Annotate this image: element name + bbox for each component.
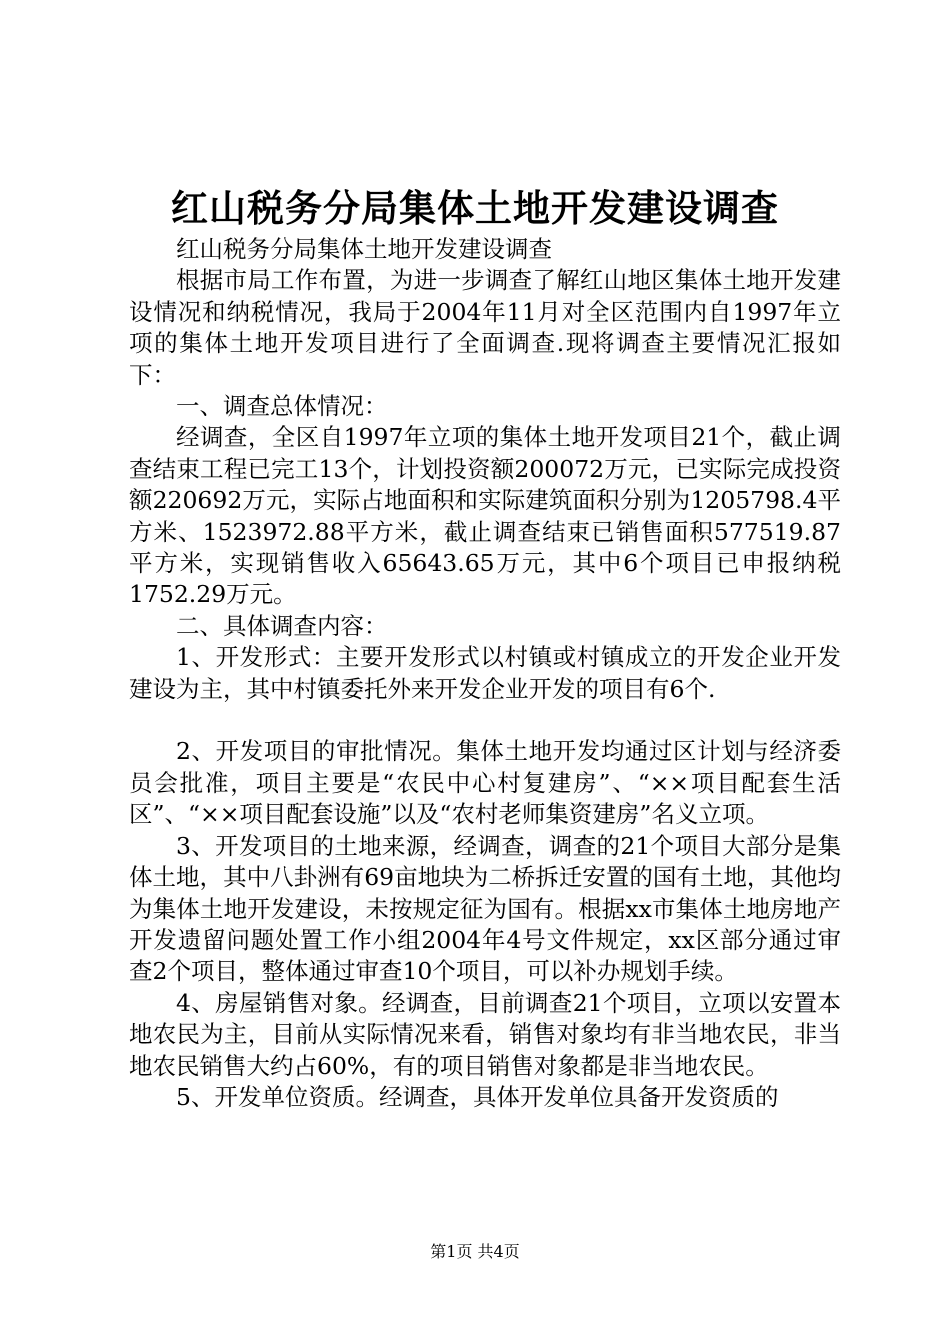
page-number-footer: 第1页 共4页: [430, 1242, 520, 1261]
item-4-paragraph: 4、房屋销售对象。经调查，目前调查21个项目，立项以安置本地农民为主，目前从实际情况来看，销售对象均有非当地农民，非当地农民销售大约占60%，有的项目销售对象都是非当地农民。: [129, 988, 841, 1080]
item-3-paragraph: 3、开发项目的土地来源，经调查，调查的21个项目大部分是集体土地，其中八卦洲有69亩地块为二桥拆迁安置的国有土地，其他均为集体土地开发建设，未按规定征为国有。根据xx市集体土地房地产开发遗留问题处置工作小组2004年4号文件规定，xx区部分通过审查2个项目，整体通过审查10个项目，可以补办规划手续。: [129, 831, 841, 986]
item-1-paragraph: 1、开发形式：主要开发形式以村镇或村镇成立的开发企业开发建设为主，其中村镇委托外来开发企业开发的项目有6个.: [129, 643, 841, 703]
document-title: 红山税务分局集体土地开发建设调查: [171, 186, 779, 230]
section-heading-details: 二、具体调查内容：: [176, 611, 388, 640]
item-5-paragraph: 5、开发单位资质。经调查，具体开发单位具备开发资质的: [176, 1082, 779, 1111]
intro-paragraph: 根据市局工作布置，为进一步调查了解红山地区集体土地开发建设情况和纳税情况，我局于2004年11月对全区范围内自1997年立项的集体土地开发项目进行了全面调查.现将调查主要情况汇报如下：: [129, 266, 841, 389]
overview-paragraph: 经调查，全区自1997年立项的集体土地开发项目21个，截止调查结束工程已完工13个，计划投资额200072万元，已实际完成投资额220692万元，实际占地面积和实际建筑面积分别为1205798.4平方米、1523972.88平方米，截止调查结束已销售面积577519.87平方米，实现销售收入65643.65万元，其中6个项目已申报纳税1752.29万元。: [129, 423, 841, 609]
item-2-paragraph: 2、开发项目的审批情况。集体土地开发均通过区计划与经济委员会批准，项目主要是“农民中心村复建房”、“××项目配套生活区”、“××项目配套设施”以及“农村老师集资建房”名义立项。: [129, 737, 841, 829]
subtitle-paragraph: 红山税务分局集体土地开发建设调查: [176, 235, 552, 263]
document-body: [129, 234, 841, 1113]
section-heading-overview: 一、调查总体情况：: [176, 392, 388, 421]
